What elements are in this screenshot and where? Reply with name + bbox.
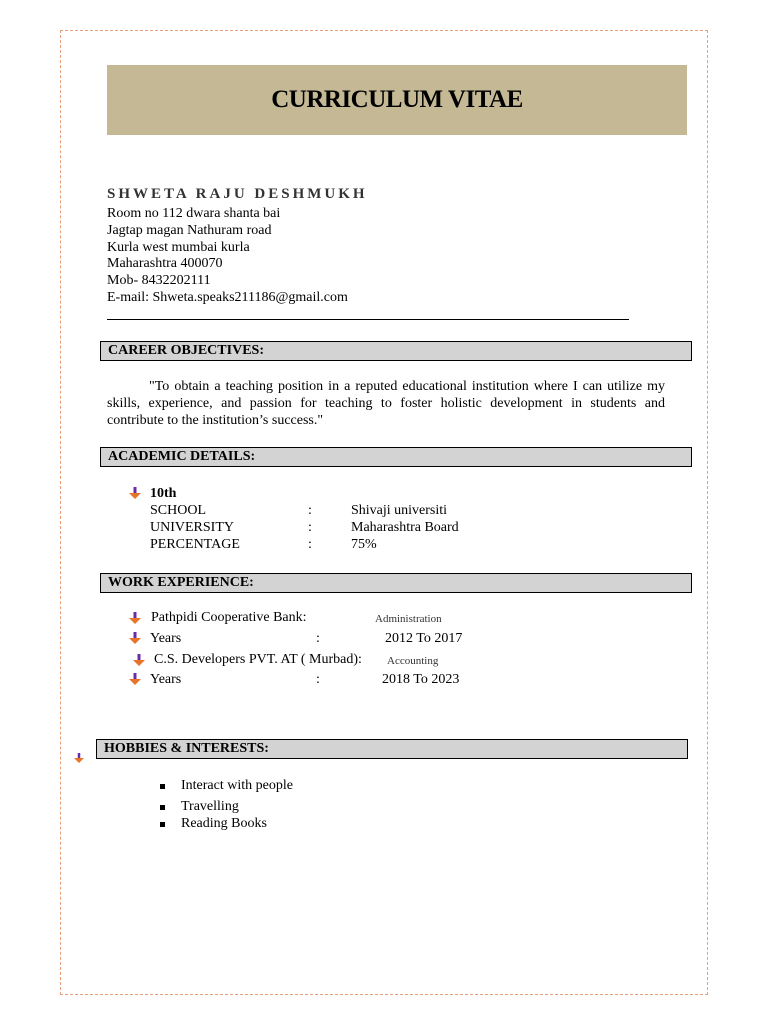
career-objective-text: "To obtain a teaching position in a reputed educational institution where I can utilize my skills, experience, and passion for teaching to foster holistic development in students and contribute to the institution’s success." bbox=[107, 379, 665, 428]
section-hobbies-interests: HOBBIES & INTERESTS: bbox=[96, 739, 688, 759]
work-years: 2012 To 2017 bbox=[385, 631, 463, 646]
mobile-number: Mob- 8432202111 bbox=[107, 273, 211, 288]
bullet-arrow-icon bbox=[129, 487, 141, 499]
academic-label: PERCENTAGE bbox=[150, 537, 240, 552]
list-bullet bbox=[160, 784, 165, 789]
bullet-arrow-icon bbox=[133, 654, 145, 666]
hobby-item: Interact with people bbox=[181, 778, 293, 793]
bullet-arrow-icon bbox=[129, 632, 141, 644]
address-line: Kurla west mumbai kurla bbox=[107, 240, 250, 255]
academic-separator: : bbox=[308, 537, 312, 552]
academic-value: Shivaji universiti bbox=[351, 503, 448, 518]
list-bullet bbox=[160, 805, 165, 810]
work-separator: : bbox=[316, 631, 320, 646]
email-address: E-mail: Shweta.speaks211186@gmail.com bbox=[107, 290, 348, 305]
hobby-item: Travelling bbox=[181, 799, 239, 814]
bullet-arrow-icon bbox=[129, 673, 141, 685]
academic-separator: : bbox=[308, 503, 312, 518]
academic-label: SCHOOL bbox=[150, 503, 207, 518]
academic-label: UNIVERSITY bbox=[150, 520, 234, 535]
work-separator: : bbox=[316, 672, 320, 687]
candidate-name: SHWETA RAJU DESHMUKH bbox=[107, 186, 368, 202]
work-years-label: Years bbox=[150, 672, 182, 687]
bullet-arrow-icon bbox=[129, 612, 141, 624]
title-bar bbox=[107, 65, 687, 135]
work-years-label: Years bbox=[150, 631, 182, 646]
section-work-experience: WORK EXPERIENCE: bbox=[100, 573, 692, 593]
address-line: Maharashtra 400070 bbox=[107, 256, 223, 271]
academic-value: 75% bbox=[351, 537, 377, 552]
bullet-arrow-icon bbox=[74, 753, 84, 763]
cv-title: CURRICULUM VITAE bbox=[271, 86, 523, 113]
divider bbox=[107, 319, 629, 320]
work-role: Accounting bbox=[387, 655, 439, 667]
list-bullet bbox=[160, 822, 165, 827]
section-academic-details: ACADEMIC DETAILS: bbox=[100, 447, 692, 467]
academic-separator: : bbox=[308, 520, 312, 535]
academic-value: Maharashtra Board bbox=[351, 520, 459, 535]
section-career-objectives: CAREER OBJECTIVES: bbox=[100, 341, 692, 361]
academic-heading: 10th bbox=[150, 486, 177, 501]
address-line: Room no 112 dwara shanta bai bbox=[107, 206, 281, 221]
work-years: 2018 To 2023 bbox=[382, 672, 460, 687]
work-role: Administration bbox=[375, 613, 442, 625]
work-employer: C.S. Developers PVT. AT ( Murbad): bbox=[154, 652, 362, 667]
address-line: Jagtap magan Nathuram road bbox=[107, 223, 272, 238]
work-employer: Pathpidi Cooperative Bank: bbox=[151, 610, 307, 625]
hobby-item: Reading Books bbox=[181, 816, 267, 831]
